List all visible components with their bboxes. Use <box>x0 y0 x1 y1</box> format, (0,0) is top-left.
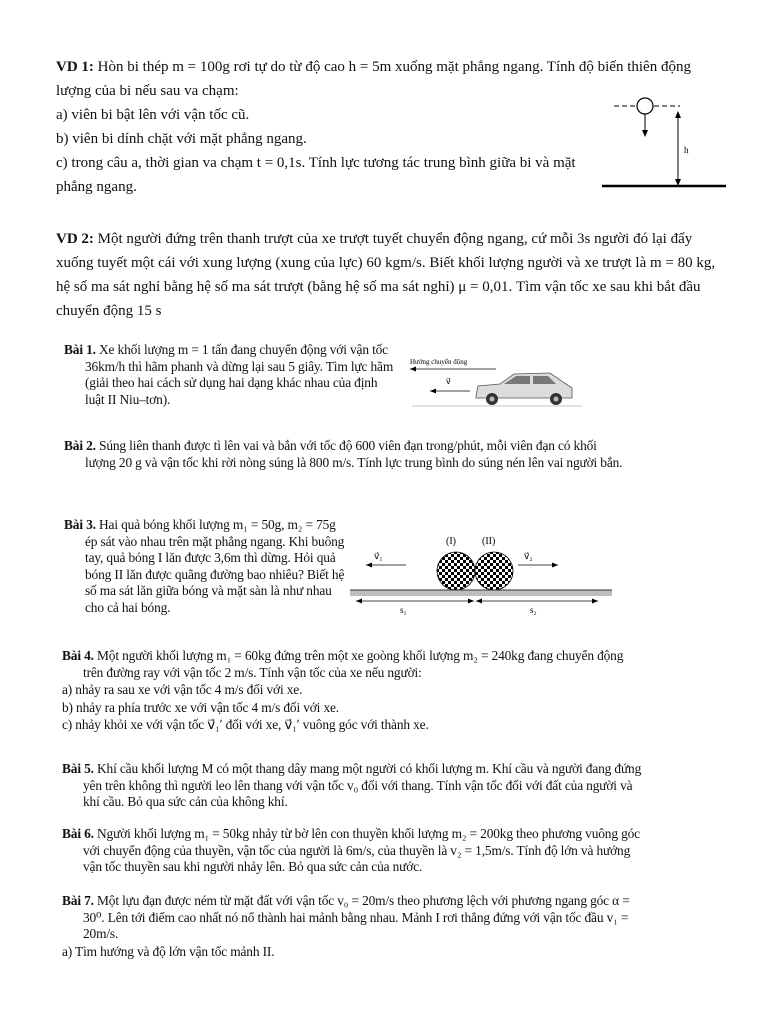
example-1-text: Hòn bi thép m = 100g rơi tự do từ độ cao h = 5m xuống mặt phẳng ngang. Tính độ biến thiên động lượng của bi nếu sau va chạm: <box>56 59 691 99</box>
exercise-5-question <box>62 761 647 811</box>
exercise-4-question <box>62 648 630 681</box>
exercise-4 <box>62 648 630 734</box>
two-balls-figure <box>346 533 614 615</box>
car-icon <box>476 373 572 405</box>
exercise-3 <box>64 517 346 616</box>
example-1-part-b: b) viên bi dính chặt với mặt phẳng ngang. <box>56 131 307 147</box>
exercise-4-text: Một người khối lượng m₁ = 60kg đứng trên một xe goòng khối lượng m₂ = 240kg đang chuyển động trên đường ray với vận tốc 2 m/s. Tính vận tốc của xe nếu người: <box>83 648 624 680</box>
falling-ball-figure <box>600 92 730 192</box>
exercise-3-label: Bài 3. <box>64 517 96 532</box>
exercise-6 <box>62 826 647 876</box>
exercise-3-text: Hai quả bóng khối lượng m₁ = 50g, m₂ = 75g ép sát vào nhau trên mặt phẳng ngang. Khi buông tay, quả bóng I lăn được 3,6m thì dừng. Hỏi quả bóng II lăn được quãng đường bao nhiêu? Biết hệ số ma sát lăn giữa bóng và mặt sàn là như nhau cho cả hai bóng. <box>85 517 345 615</box>
exercise-6-label: Bài 6. <box>62 826 94 841</box>
exercise-5-label: Bài 5. <box>62 761 94 776</box>
exercise-1 <box>64 342 394 408</box>
direction-caption: Hướng chuyển động <box>410 358 468 366</box>
exercise-6-question <box>62 826 647 876</box>
exercise-2-text: Súng liên thanh được tì lên vai và bắn với tốc độ 600 viên đạn trong/phút, mỗi viên đạn có khối lượng 20 g và vận tốc khi rời nòng súng là 800 m/s. Tính lực trung bình do súng nén lên vai người bắn. <box>85 438 623 470</box>
exercise-2-label: Bài 2. <box>64 438 96 453</box>
steel-ball-icon <box>637 98 653 114</box>
ball-2-label: (II) <box>482 536 496 547</box>
exercise-4-part-a: a) nhảy ra sau xe với vận tốc 4 m/s đối với xe. <box>62 682 303 697</box>
exercise-4-part-b: b) nhảy ra phía trước xe với vận tốc 4 m/s đối với xe. <box>62 699 339 715</box>
exercise-1-question <box>64 342 394 408</box>
example-2-question <box>56 227 724 323</box>
height-label: h <box>684 145 689 155</box>
s1-label: s₁ <box>400 605 407 615</box>
exercise-1-text: Xe khối lượng m = 1 tấn đang chuyển động với vận tốc 36km/h thì hãm phanh và dừng lại sau 5 giây. Tìm lực hãm (giải theo hai cách sử dụng hai dạng khác nhau của định luật II Niu–tơn). <box>85 342 394 407</box>
ball-2-icon <box>475 552 513 590</box>
ball-1-icon <box>437 552 475 590</box>
velocity-vector-label: v⃗ <box>446 377 451 386</box>
example-2-label: VD 2: <box>56 231 94 247</box>
s2-label: s₂ <box>530 605 537 615</box>
exercise-7-part-a: a) Tìm hướng và độ lớn vận tốc mảnh II. <box>62 943 275 959</box>
exercise-1-label: Bài 1. <box>64 342 96 357</box>
example-2 <box>56 227 724 323</box>
exercise-2-question <box>64 438 624 471</box>
exercise-7-label: Bài 7. <box>62 893 94 908</box>
car-figure <box>404 352 584 414</box>
exercise-6-text: Người khối lượng m₁ = 50kg nhảy từ bờ lên con thuyền khối lượng m₂ = 200kg theo phương vuông góc với chuyển động của thuyền, vận tốc của người là 6m/s, của thuyền là v₂ = 1,5m/s. Tính độ lớn và hướng vận tốc thuyền sau khi người nhảy lên. Bỏ qua sức cản của nước. <box>83 826 640 874</box>
v2-label: v⃗₂ <box>524 551 533 561</box>
v1-label: v⃗₁ <box>374 551 383 561</box>
example-1-label: VD 1: <box>56 59 94 75</box>
exercise-5-text: Khí cầu khối lượng M có một thang dây mang một người có khối lượng m. Khí cầu và người đang đứng yên trên không thì người leo lên thang với vận tốc v₀ đối với thang. Tính vận tốc đối với đất của người và khí cầu. Bỏ qua sức cản của không khí. <box>83 761 642 809</box>
example-2-text: Một người đứng trên thanh trượt của xe trượt tuyết chuyển động ngang, cứ mỗi 3s người đó lại đẩy xuống tuyết một cái với xung lượng (xung của lực) 60 kgm/s. Biết khối lượng người và xe trượt là m = 80 kg, hệ số ma sát nghỉ bằng hệ số ma sát trượt (bằng hệ số ma sát nghỉ) μ = 0,01. Tìm vận tốc xe sau khi bắt đầu chuyển động 15 s <box>56 231 716 319</box>
exercise-7-question <box>62 893 647 943</box>
ball-1-label: (I) <box>446 536 456 547</box>
exercise-7 <box>62 893 647 960</box>
exercise-4-part-c: c) nhảy khỏi xe với vận tốc v⃗₁ʹ đối với xe, v⃗₁ʹ vuông góc với thành xe. <box>62 717 429 732</box>
exercise-7-text: Một lựu đạn được ném từ mặt đất với vận tốc v₀ = 20m/s theo phương lệch với phương ngang góc α = 30⁰. Lên tới điểm cao nhất nó nổ thành hai mảnh bằng nhau. Mảnh I rơi thẳng đứng với vận tốc đầu v₁ = 20m/s. <box>83 893 630 941</box>
example-1-part-c: c) trong câu a, thời gian va chạm t = 0,1s. Tính lực tương tác trung bình giữa bi và mặt phẳng ngang. <box>56 155 576 195</box>
exercise-2 <box>64 438 624 471</box>
exercise-3-question <box>64 517 346 616</box>
exercise-5 <box>62 761 647 811</box>
exercise-4-label: Bài 4. <box>62 648 94 663</box>
example-1-part-a: a) viên bi bật lên với vận tốc cũ. <box>56 107 250 123</box>
